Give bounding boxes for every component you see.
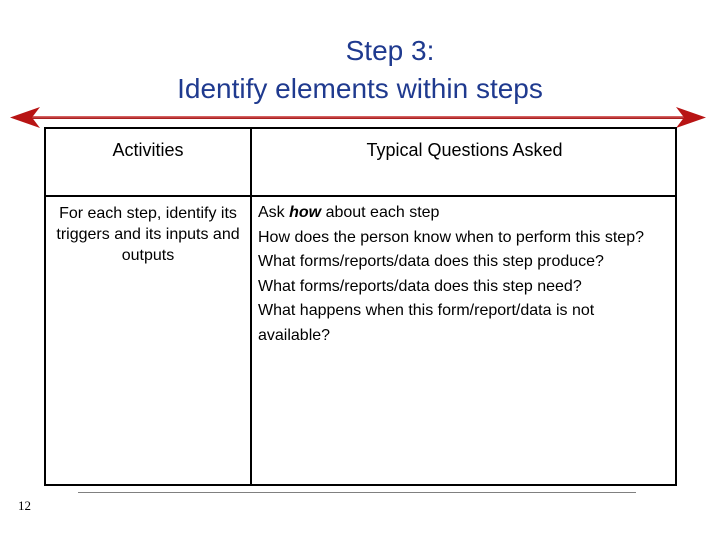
header-divider bbox=[46, 195, 675, 197]
activity-cell: For each step, identify its triggers and its inputs and outputs bbox=[56, 205, 240, 264]
slide-number: 12 bbox=[18, 498, 31, 513]
slide-title bbox=[0, 32, 720, 108]
question-item: What forms/reports/data does this step need? bbox=[258, 277, 582, 295]
question-item: What happens when this form/report/data is not available? bbox=[258, 302, 595, 344]
question-prefix: Ask bbox=[258, 204, 290, 221]
title-line-1: Step 3: bbox=[345, 35, 435, 66]
header-activities: Activities bbox=[112, 140, 184, 160]
column-divider bbox=[250, 129, 252, 484]
questions-cell bbox=[258, 201, 668, 348]
steps-table bbox=[44, 127, 677, 486]
question-item: What forms/reports/data does this step produce? bbox=[258, 253, 604, 270]
footer-rule bbox=[78, 492, 636, 493]
question-emphasis: how bbox=[289, 204, 322, 221]
header-questions: Typical Questions Asked bbox=[366, 140, 563, 160]
question-suffix: about each step bbox=[321, 204, 440, 221]
title-line-2: Identify elements within steps bbox=[177, 73, 543, 104]
question-item bbox=[258, 201, 668, 226]
question-item: How does the person know when to perform this step? bbox=[258, 228, 644, 246]
arrow-shaft bbox=[30, 116, 690, 119]
